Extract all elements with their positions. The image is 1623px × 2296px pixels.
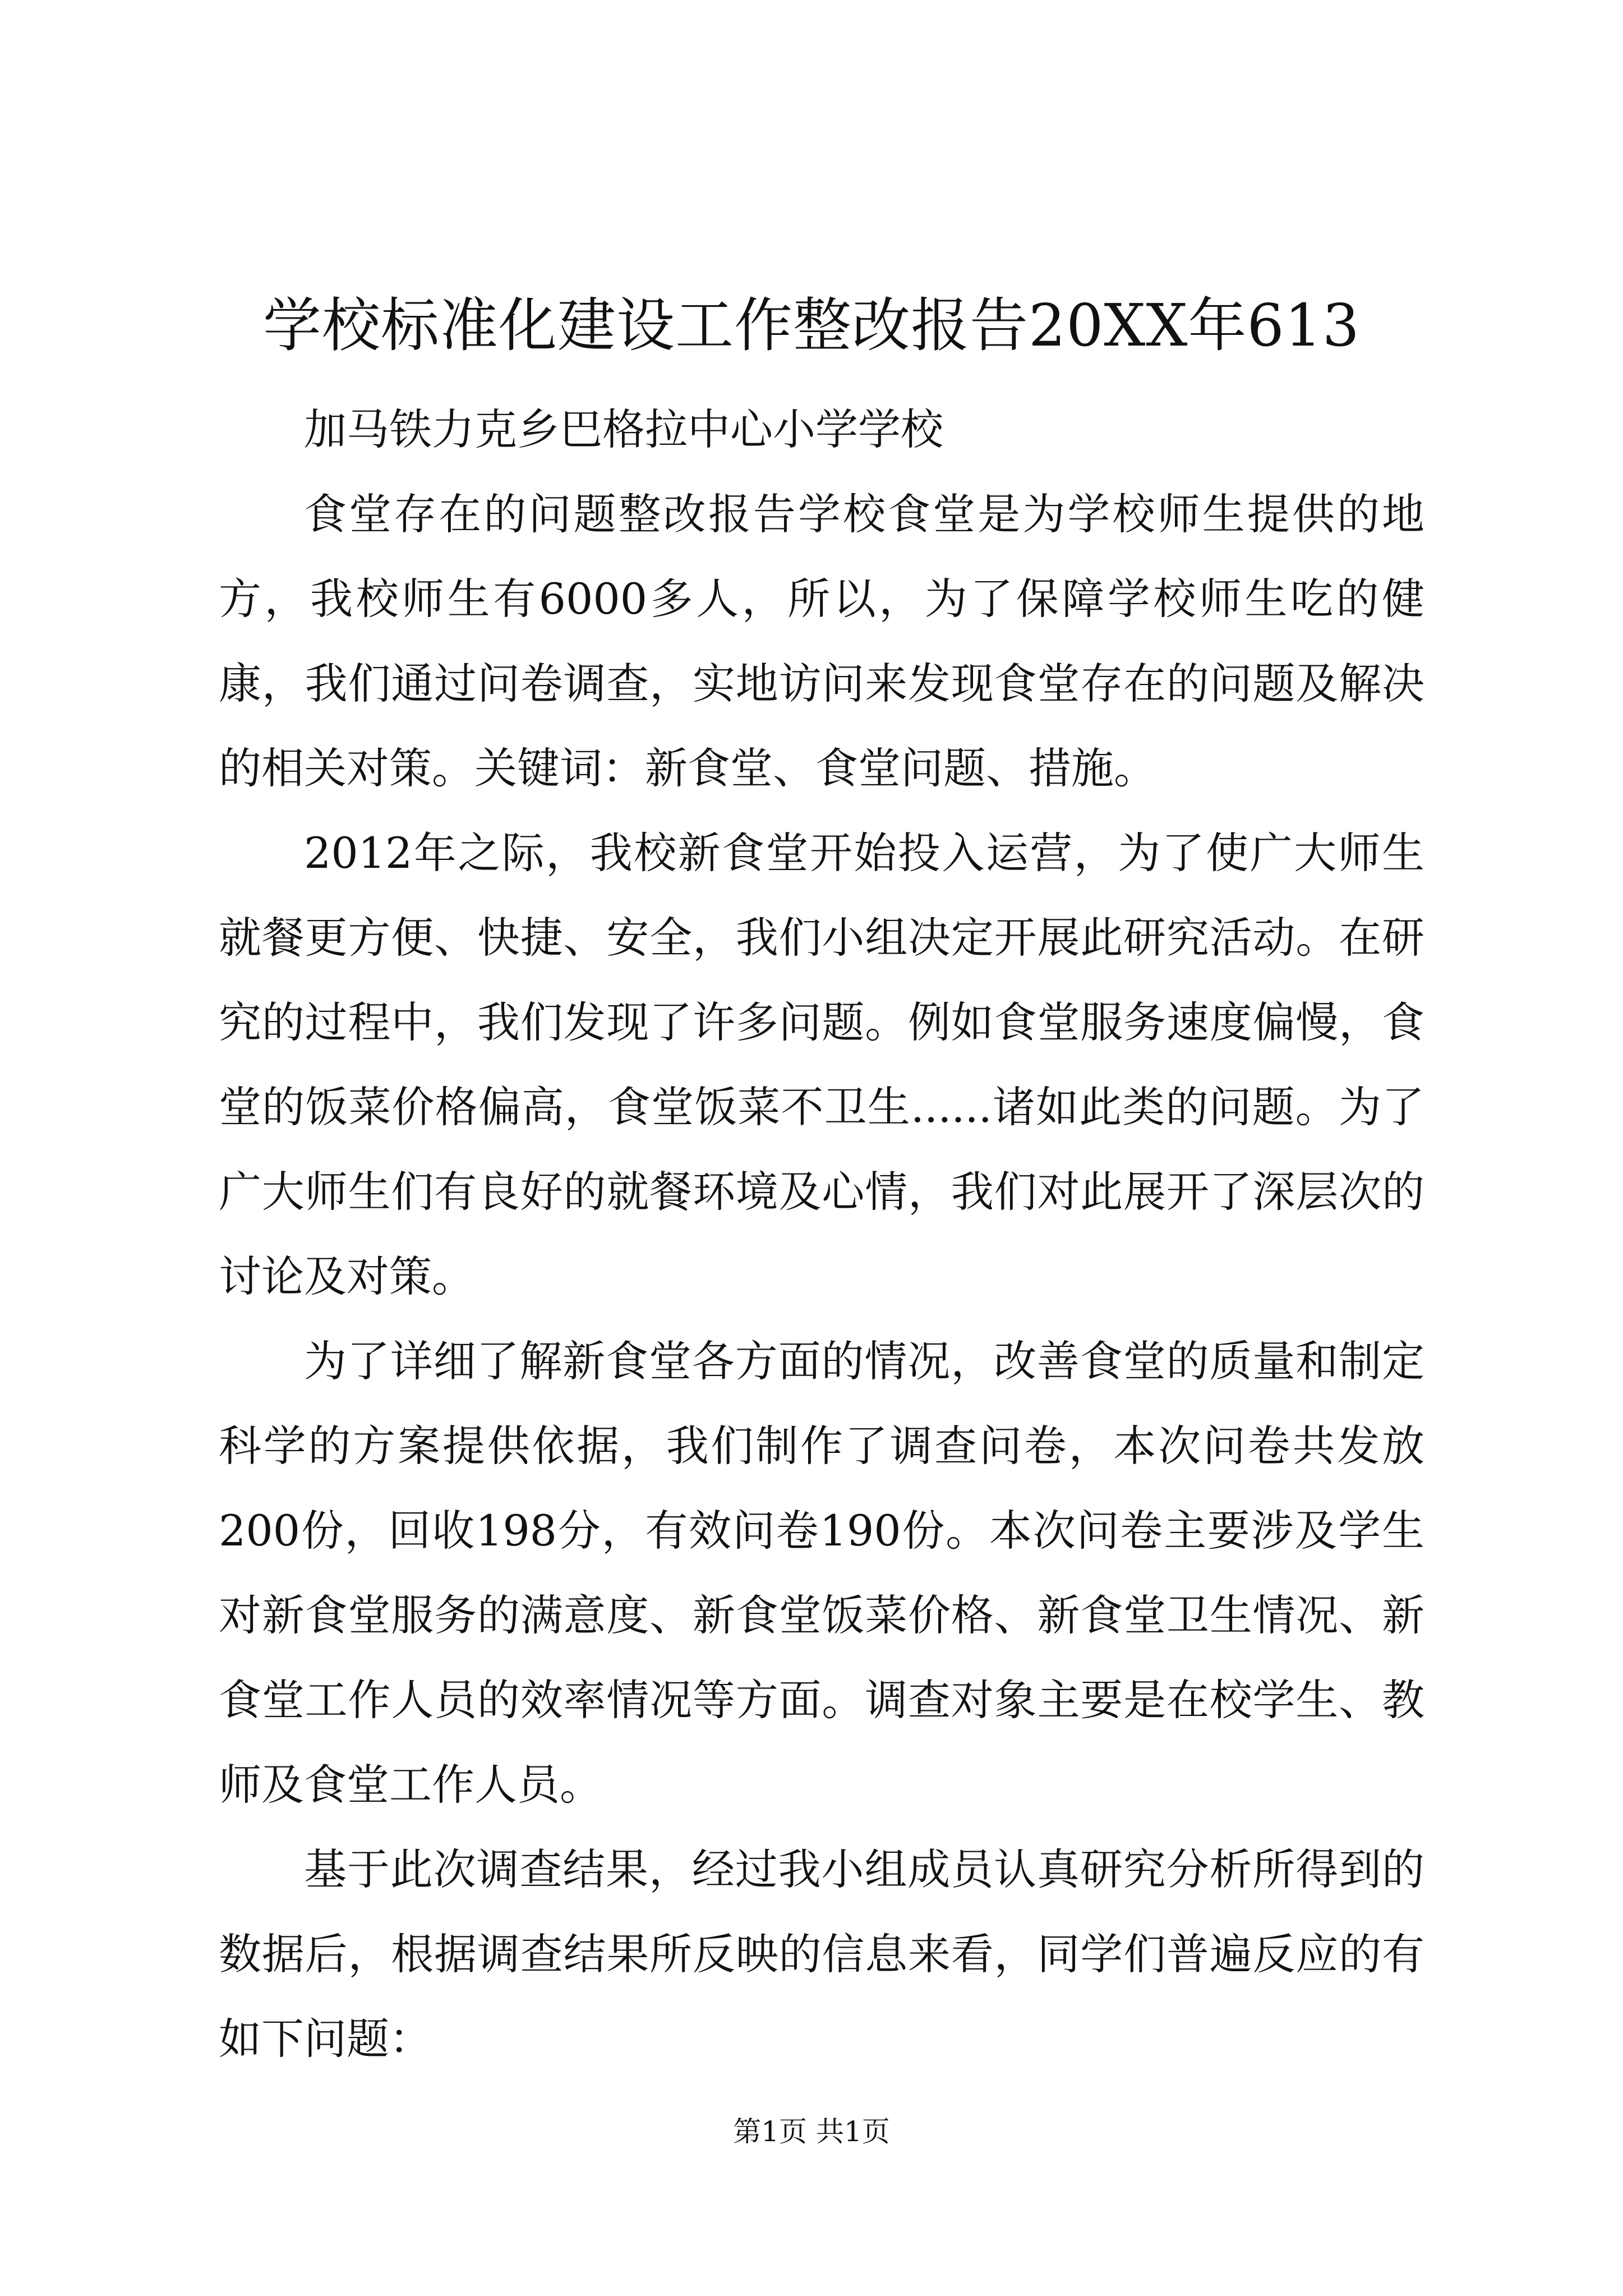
document-body (219, 387, 1424, 2081)
paragraph-background: 2012年之际，我校新食堂开始投入运营，为了使广大师生就餐更方便、快捷、安全，我们小组决定开展此研究活动。在研究的过程中，我们发现了许多问题。例如食堂服务速度偏慢，食堂的饭菜价格偏高，食堂饭菜不卫生......诸如此类的问题。为了广大师生们有良好的就餐环境及心情，我们对此展开了深层次的讨论及对策。 (219, 828, 1424, 1301)
paragraph-survey: 为了详细了解新食堂各方面的情况，改善食堂的质量和制定科学的方案提供依据，我们制作了调查问卷，本次问卷共发放200份，回收198分，有效问卷190份。本次问卷主要涉及学生对新食堂服务的满意度、新食堂饭菜价格、新食堂卫生情况、新食堂工作人员的效率情况等方面。调查对象主要是在校学生、教师及食堂工作人员。 (219, 1336, 1424, 1810)
document-title: 学校标准化建设工作整改报告20XX年613 (263, 291, 1360, 360)
school-name: 加马铁力克乡巴格拉中心小学学校 (304, 404, 943, 454)
page-footer: 第1页 共1页 (733, 2115, 890, 2148)
paragraph-findings: 基于此次调查结果，经过我小组成员认真研究分析所得到的数据后，根据调查结果所反映的信息来看，同学们普遍反应的有如下问题： (219, 1844, 1424, 2064)
paragraph-intro: 食堂存在的问题整改报告学校食堂是为学校师生提供的地方，我校师生有6000多人，所以，为了保障学校师生吃的健康，我们通过问卷调查，实地访问来发现食堂存在的问题及解决的相关对策。关键词：新食堂、食堂问题、措施。 (219, 489, 1424, 793)
